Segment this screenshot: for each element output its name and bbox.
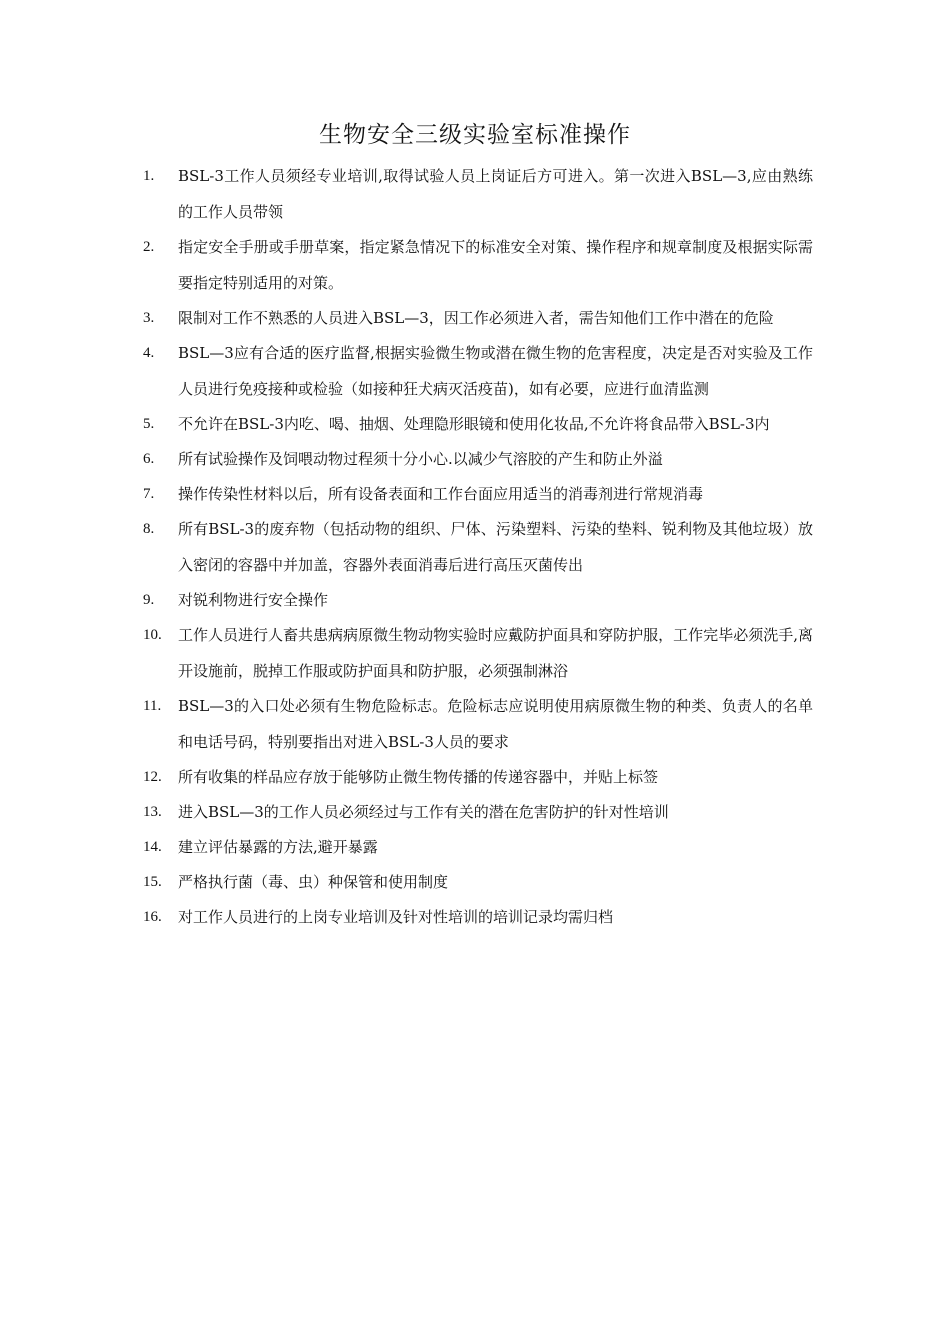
item-text: 工作人员进行人畜共患病病原微生物动物实验时应戴防护面具和穿防护服，工作完毕必须洗手,离开设施前，脱掉工作服或防护面具和防护服，必须强制淋浴 <box>178 626 813 680</box>
item-text: 指定安全手册或手册草案，指定紧急情况下的标准安全对策、操作程序和规章制度及根据实际需要指定特别适用的对策。 <box>178 238 813 292</box>
list-item <box>143 794 813 830</box>
item-number: 5. <box>143 416 155 432</box>
item-number: 16. <box>143 909 162 925</box>
item-text: 操作传染性材料以后，所有设备表面和工作台面应用适当的消毒剂进行常规消毒 <box>178 485 704 503</box>
list-item <box>143 335 813 407</box>
item-number: 3. <box>143 310 155 326</box>
list-item <box>143 229 813 301</box>
item-text: 所有试验操作及饲喂动物过程须十分小心.以减少气溶胶的产生和防止外溢 <box>178 450 663 468</box>
list-item <box>143 406 813 442</box>
list-item <box>143 759 813 795</box>
item-text: BSL—3的入口处必须有生物危险标志。危险标志应说明使用病原微生物的种类、负责人的名单和电话号码，特别要指出对进入BSL-3人员的要求 <box>178 697 813 751</box>
item-number: 2. <box>143 239 155 255</box>
item-number: 4. <box>143 345 155 361</box>
item-text: 对工作人员进行的上岗专业培训及针对性培训的培训记录均需归档 <box>178 908 614 926</box>
item-number: 6. <box>143 451 155 467</box>
item-text: 进入BSL—3的工作人员必须经过与工作有关的潜在危害防护的针对性培训 <box>178 803 669 821</box>
item-text: BSL-3工作人员须经专业培训,取得试验人员上岗证后方可进入。第一次进入BSL—3,应由熟练的工作人员带领 <box>178 167 813 221</box>
list-item <box>143 864 813 900</box>
item-text: 不允许在BSL-3内吃、喝、抽烟、处理隐形眼镜和使用化妆品,不允许将食品带入BSL-3内 <box>178 415 770 433</box>
item-number: 13. <box>143 804 162 820</box>
item-number: 9. <box>143 592 155 608</box>
item-number: 8. <box>143 521 155 537</box>
item-text: 严格执行菌（毒、虫）种保管和使用制度 <box>178 873 449 891</box>
item-number: 11. <box>143 698 162 714</box>
list-item <box>143 476 813 512</box>
procedure-list <box>143 158 813 934</box>
item-text: 对锐利物进行安全操作 <box>178 591 329 609</box>
item-number: 12. <box>143 769 162 785</box>
list-item <box>143 582 813 618</box>
list-item <box>143 511 813 583</box>
item-text: BSL—3应有合适的医疗监督,根据实验微生物或潜在微生物的危害程度，决定是否对实验及工作人员进行免疫接种或检验（如接种狂犬病灭活疫苗)，如有必要，应进行血清监测 <box>178 344 813 398</box>
item-text: 所有BSL-3的废弃物（包括动物的组织、尸体、污染塑料、污染的垫料、锐利物及其他垃圾）放入密闭的容器中并加盖，容器外表面消毒后进行高压灭菌传出 <box>178 520 813 574</box>
list-item <box>143 829 813 865</box>
list-item <box>143 688 813 760</box>
list-item <box>143 158 813 230</box>
document-title: 生物安全三级实验室标准操作 <box>319 122 631 148</box>
list-item <box>143 300 813 336</box>
item-number: 15. <box>143 874 162 890</box>
item-text: 所有收集的样品应存放于能够防止微生物传播的传递容器中，并贴上标签 <box>178 768 659 786</box>
item-number: 7. <box>143 486 155 502</box>
list-item <box>143 617 813 689</box>
item-number: 1. <box>143 168 155 184</box>
item-number: 10. <box>143 627 162 643</box>
list-item <box>143 899 813 935</box>
item-number: 14. <box>143 839 162 855</box>
item-text: 限制对工作不熟悉的人员进入BSL—3，因工作必须进入者，需告知他们工作中潜在的危险 <box>178 309 774 327</box>
list-item <box>143 441 813 477</box>
item-text: 建立评估暴露的方法,避开暴露 <box>178 838 378 856</box>
